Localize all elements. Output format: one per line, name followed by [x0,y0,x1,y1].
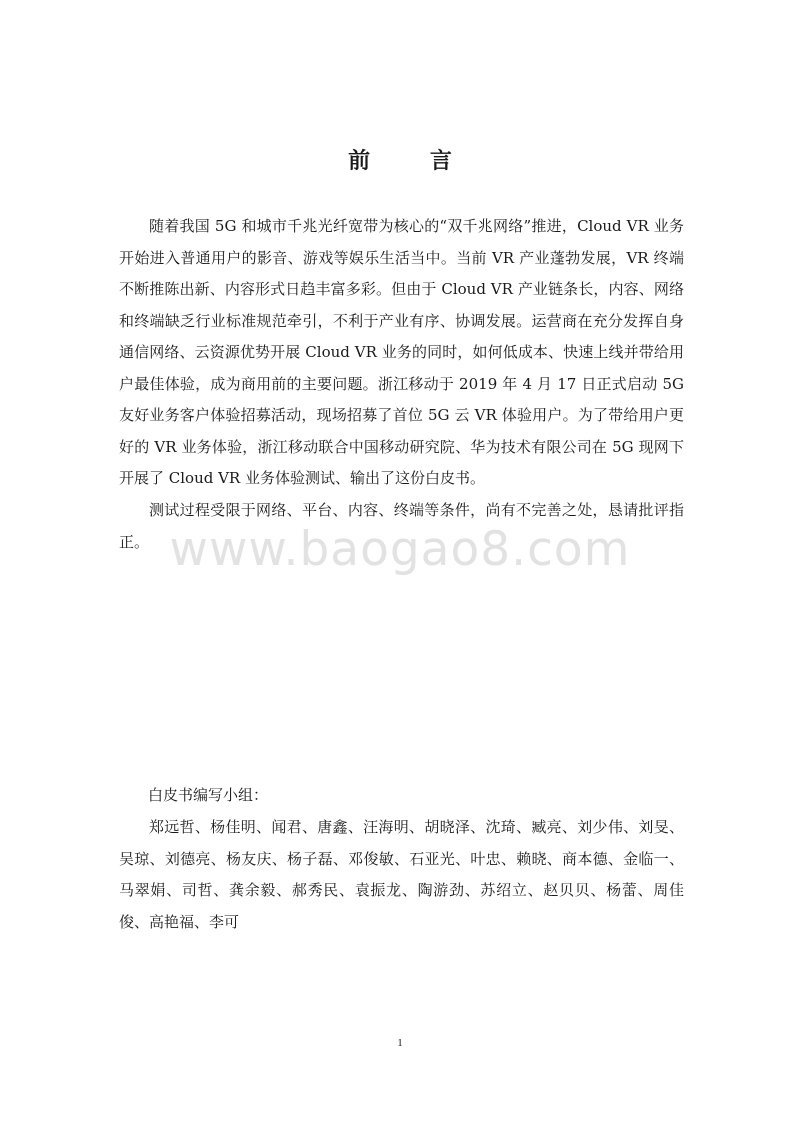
watermark: www.baogao8.com [169,522,631,577]
page-number: 1 [397,1037,403,1049]
page-title: 前 言 [348,148,478,174]
preface-paragraph-2: 测试过程受限于网络、平台、内容、终端等条件，尚有不完善之处，恳请批评指正。 [119,501,684,551]
team-members-list: 郑远哲、杨佳明、闻君、唐鑫、汪海明、胡晓泽、沈琦、臧亮、刘少伟、刘旻、吴琼、刘德亮、杨友庆、杨子磊、邓俊敏、石亚光、叶忠、赖晓、商本德、金临一、马翠娟、司哲、龚余毅、郝秀民、袁振龙、陶游劲、苏绍立、赵贝贝、杨蕾、周佳俊、高艳福、李可 [119,818,684,931]
team-heading: 白皮书编写小组： [148,786,269,804]
preface-paragraph-1: 随着我国 5G 和城市千兆光纤宽带为核心的“双千兆网络”推进，Cloud VR 业务开始进入普通用户的影音、游戏等娱乐生活当中。当前 VR 产业蓬勃发展，VR 终端不断推陈出新、内容形式日趋丰富多彩。但由于 Cloud VR 产业链条长，内容、网络和终端缺乏行业标准规范牵引，不利于产业有序、协调发展。运营商在充分发挥自身通信网络、云资源优势开展 Cloud VR 业务的同时，如何低成本、快速上线并带给用户最佳体验，成为商用前的主要问题。浙江移动于 2019 年 4 月 17 日正式启动 5G 友好业务客户体验招募活动，现场招募了首位 5G 云 VR 体验用户。为了带给用户更好的 VR 业务体验，浙江移动联合中国移动研究院、华为技术有限公司在 5G 现网下开展了 Cloud VR 业务体验测试、输出了这份白皮书。 [119,217,684,487]
